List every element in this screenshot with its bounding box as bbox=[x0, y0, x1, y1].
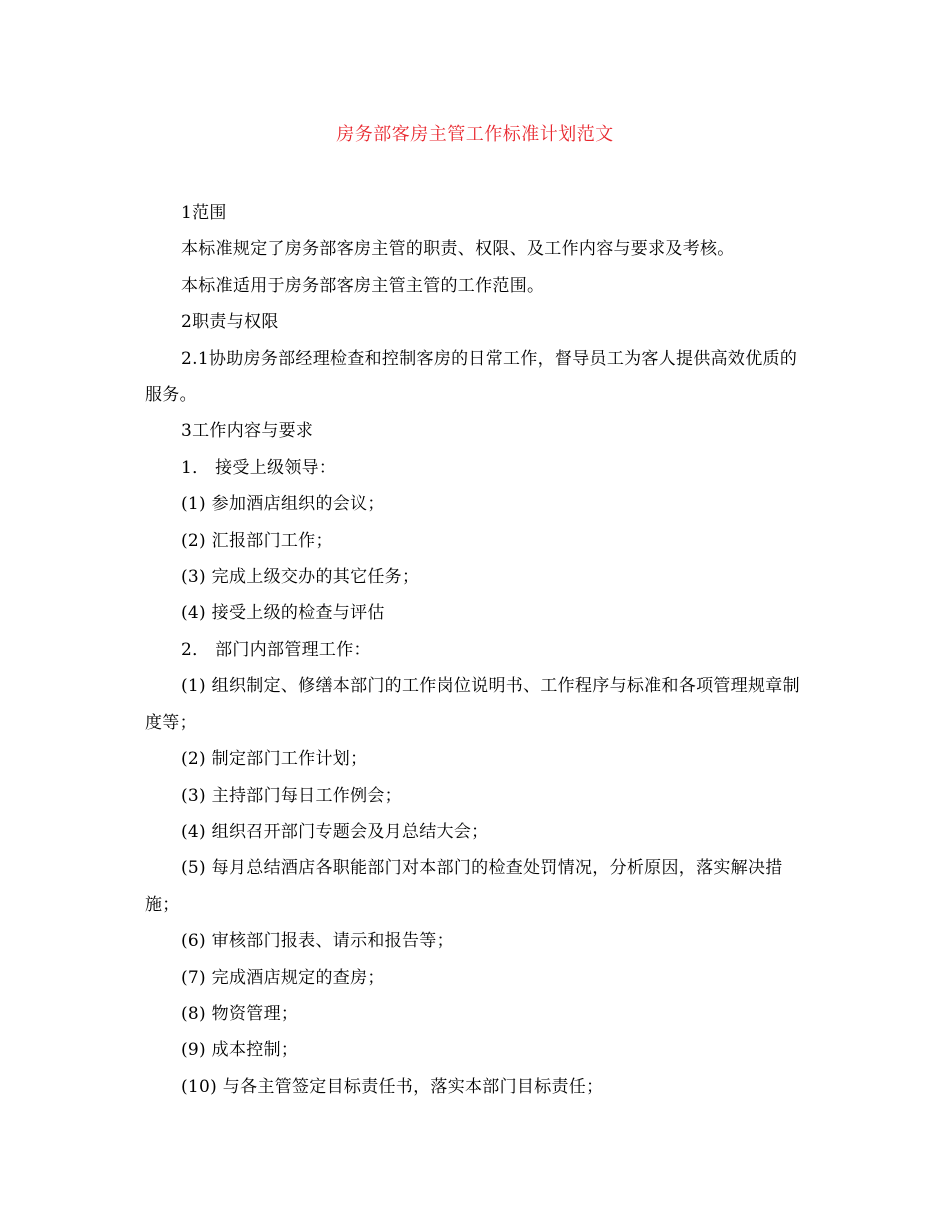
paragraph: (1) 组织制定、修缮本部门的工作岗位说明书、工作程序与标准和各项管理规章制度等； bbox=[145, 676, 800, 733]
paragraph: (4) 组织召开部门专题会及月总结大会； bbox=[181, 821, 489, 842]
paragraph: (3) 完成上级交办的其它任务； bbox=[181, 567, 420, 588]
paragraph: (6) 审核部门报表、请示和报告等； bbox=[181, 931, 454, 952]
paragraph: (10) 与各主管签定目标责任书，落实本部门目标责任； bbox=[181, 1076, 604, 1097]
paragraph: 本标准适用于房务部客房主管主管的工作范围。 bbox=[181, 275, 545, 296]
paragraph: (1) 参加酒店组织的会议； bbox=[181, 494, 385, 515]
paragraph: (9) 成本控制； bbox=[181, 1040, 299, 1061]
paragraph: 2职责与权限 bbox=[181, 312, 279, 333]
document-body bbox=[145, 195, 805, 1105]
paragraph: (8) 物资管理； bbox=[181, 1003, 299, 1024]
paragraph: (4) 接受上级的检查与评估 bbox=[181, 603, 385, 624]
paragraph: (7) 完成酒店规定的查房； bbox=[181, 967, 385, 988]
paragraph: 1范围 bbox=[181, 203, 227, 223]
paragraph: 1． 接受上级领导： bbox=[181, 457, 337, 478]
paragraph: (2) 制定部门工作计划； bbox=[181, 749, 368, 770]
paragraph: (5) 每月总结酒店各职能部门对本部门的检查处罚情况，分析原因，落实解决措施； bbox=[145, 858, 783, 915]
document-title: 房务部客房主管工作标准计划范文 bbox=[336, 124, 614, 145]
paragraph: (2) 汇报部门工作； bbox=[181, 530, 333, 551]
paragraph: 2.1协助房务部经理检查和控制客房的日常工作，督导员工为客人提供高效优质的服务。 bbox=[145, 348, 798, 406]
paragraph: 3工作内容与要求 bbox=[181, 421, 314, 442]
paragraph: (3) 主持部门每日工作例会； bbox=[181, 785, 402, 806]
paragraph: 本标准规定了房务部客房主管的职责、权限、及工作内容与要求及考核。 bbox=[181, 239, 735, 260]
paragraph: 2． 部门内部管理工作： bbox=[181, 639, 371, 660]
